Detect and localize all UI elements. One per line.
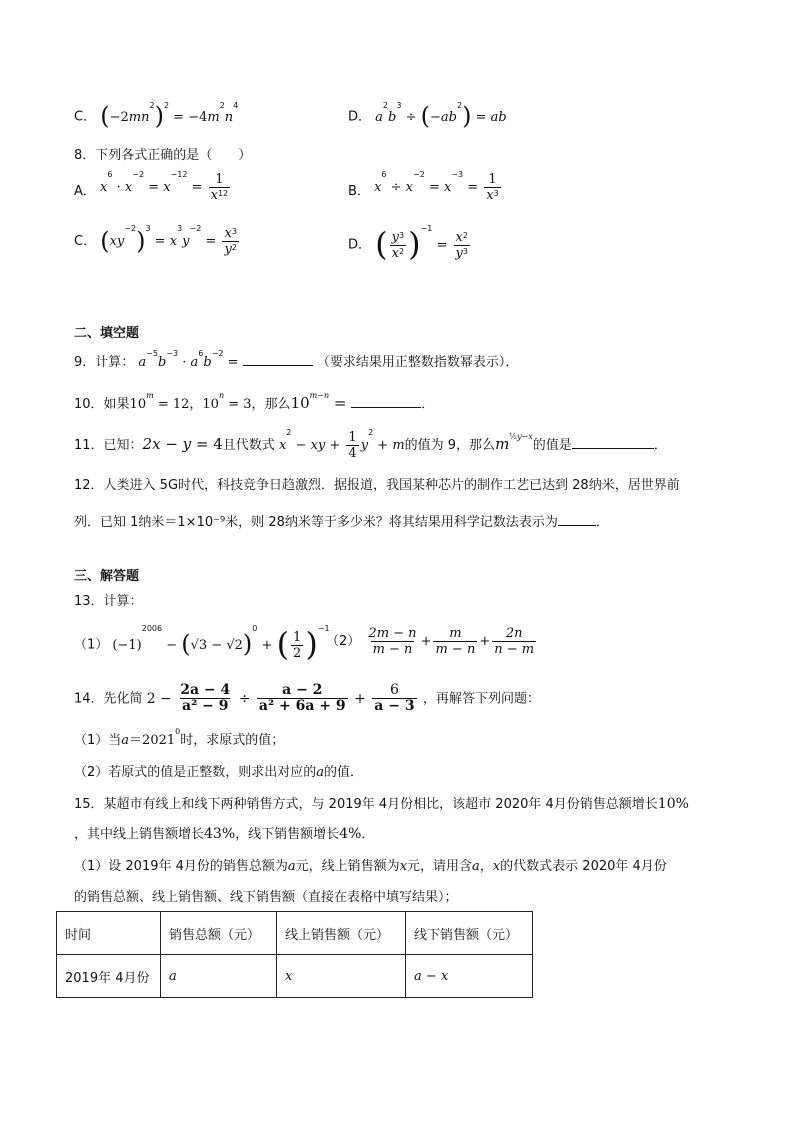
table-header-row xyxy=(57,912,533,955)
q9-prefix: 9．计算： xyxy=(74,355,135,370)
q11-end: ． xyxy=(653,438,667,453)
q15-line2 xyxy=(74,823,374,842)
q8-c-formula: $(xy^{-2})^3 = x^3y^{-2}$ = $\frac{x^3}{y^2}$ xyxy=(100,224,237,257)
q15-sub1-line1 xyxy=(74,855,667,874)
table-cell[interactable]: a − x xyxy=(406,955,533,998)
table-header-cell: 线上销售额（元） xyxy=(277,912,406,955)
q14-prefix: 14．先化简 xyxy=(74,691,143,707)
q13-part1 xyxy=(74,626,330,664)
q11-mid2: 的值为 9，那么 xyxy=(404,438,496,453)
q13-part2 xyxy=(326,626,538,657)
q10-sep: ， xyxy=(189,397,203,412)
table-header-cell: 时间 xyxy=(57,912,161,955)
q12-line2 xyxy=(74,511,609,530)
q7-option-d xyxy=(348,103,507,131)
q15-pct1: 10% xyxy=(657,796,689,812)
q15-s1-b: 元，线上销售额为 xyxy=(295,859,400,874)
q7-c-formula: $(-2mn^2)^2 = -4m^2n^4$ xyxy=(100,101,239,130)
q15-sub1-line2: 的销售总额、线上销售额、线下销售额（直接在表格中填写结果）； xyxy=(74,890,458,905)
table-cell: 2019年 4月份 xyxy=(57,955,161,998)
q9 xyxy=(74,351,518,370)
part-label: （1） xyxy=(74,637,109,653)
q11-expr: $x^2$ − xy + $\frac{1}{4}$ $y^2 + m$ xyxy=(278,428,405,461)
q9-formula: $a^{-5}b^{-3} \cdot a^6b^{-2}$ = xyxy=(138,349,243,370)
q11-power: $m^{\frac{1}{2}y-x}$ xyxy=(495,432,533,453)
option-label: B． xyxy=(348,184,370,199)
table-header-cell: 销售总额（元） xyxy=(161,912,277,955)
q8-option-a xyxy=(74,172,232,203)
q12-line1: 12．人类进入 5G时代，科技竞争日趋激烈．据报道，我国某种芯片的制作工艺已达到 28纳米，居世界前 xyxy=(74,478,680,493)
q11-suffix: 的值是 xyxy=(532,438,572,453)
q14-s1-cond: $a=2021^0$ xyxy=(121,727,181,748)
q15-s1-e: 的代数式表示 2020年 4月份 xyxy=(500,859,667,874)
q14-sub1 xyxy=(74,729,284,748)
q11-prefix: 11．已知： xyxy=(74,438,143,453)
q14-suffix: ，再解答下列问题： xyxy=(423,691,541,707)
q10-cond2: $10^n = 3$ xyxy=(202,391,252,412)
q15-end: ． xyxy=(361,827,375,842)
q12-answer-blank[interactable] xyxy=(558,525,596,526)
var-x: x xyxy=(492,859,501,874)
table-cell[interactable]: x xyxy=(277,955,406,998)
q13-2-formula: $\frac{2m - n}{m - n}$ + $\frac{m}{m - n}$ + $\frac{2n}{n - m}$ xyxy=(368,626,535,657)
q15-pct3: 4% xyxy=(339,826,362,842)
q10 xyxy=(74,393,434,412)
option-label: D． xyxy=(348,109,372,125)
section2-heading: 二、填空题 xyxy=(74,326,140,341)
q7-option-c xyxy=(74,103,238,131)
q14-sub2 xyxy=(74,761,363,780)
table-header-cell: 线下销售额（元） xyxy=(406,912,533,955)
option-label: A． xyxy=(74,184,96,199)
q10-expr: $10^{m-n}$ = xyxy=(290,391,352,412)
q13-stem: 13．计算： xyxy=(74,594,143,609)
q15-text2: ，其中线上销售额增长 xyxy=(74,827,205,842)
q15-s1-c: 元，请用含 xyxy=(407,859,473,874)
q12-text: 列．已知 1纳米＝1×10⁻⁹米，则 28纳米等于多少米？将其结果用科学记数法表示为 xyxy=(74,515,558,530)
q15-s1-d: ， xyxy=(479,859,493,874)
q15-line1 xyxy=(74,793,689,812)
sales-table xyxy=(56,911,533,998)
q12-end: ． xyxy=(595,515,609,530)
q9-suffix: （要求结果用正整数指数幂表示）． xyxy=(316,355,519,370)
part-label: （2） xyxy=(326,634,361,649)
q11-answer-blank[interactable] xyxy=(572,448,654,449)
var-a: a xyxy=(472,859,480,874)
q14-s1-suffix: 时，求原式的值； xyxy=(180,733,285,748)
q10-mid: ，那么 xyxy=(251,397,291,412)
q14 xyxy=(74,683,540,714)
q14-formula: 2 − $\frac{2a - 4}{\text{a² − 9}}$ ÷ $\frac{a - 2}{\text{a² + 6a + 9}}$ + $\frac{6}{a - 3}$ xyxy=(146,682,415,714)
option-label: C． xyxy=(74,234,97,249)
q8-option-c xyxy=(74,226,241,257)
q10-answer-blank[interactable] xyxy=(351,407,421,408)
q11-mid: 且代数式 xyxy=(222,438,275,453)
var-a: a xyxy=(316,765,325,780)
q14-s2-prefix: （2）若原式的值是正整数，则求出对应的 xyxy=(74,765,317,780)
var-x: x xyxy=(399,859,408,874)
table-cell[interactable]: a xyxy=(161,955,277,998)
q10-prefix: 10．如果 xyxy=(74,397,130,412)
option-label: C． xyxy=(74,109,97,125)
q8-option-b xyxy=(348,172,503,203)
section3-heading: 三、解答题 xyxy=(74,569,140,584)
table-row xyxy=(57,955,533,998)
q11 xyxy=(74,430,667,461)
q14-s2-suffix: 的值． xyxy=(324,765,364,780)
q8-a-formula: $x^6 \cdot x^{-2} = x^{-12}$ = $\frac{1}{x^{12}}$ xyxy=(100,170,229,203)
var-a: a xyxy=(287,859,296,874)
q7-d-formula: $a^2b^3 \div (-ab^2)$ = ab xyxy=(375,101,507,130)
q15-s1-a: （1）设 2019年 4月份的销售总额为 xyxy=(74,859,288,874)
q8-b-formula: $x^6 \div x^{-2} = x^{-3}$ = $\frac{1}{x^3}$ xyxy=(374,170,499,203)
q11-cond: 2x − y = 4 xyxy=(142,435,223,453)
q10-end: ． xyxy=(421,397,435,412)
q14-s1-prefix: （1）当 xyxy=(74,733,122,748)
q15-text: 15．某超市有线上和线下两种销售方式，与 2019年 4月份相比，该超市 2020年 4月份销售总额增长 xyxy=(74,797,658,812)
q8-stem: 8．下列各式正确的是（ ） xyxy=(74,148,252,163)
q13-1-formula: $(-1)^{2006} - (√3 - √2)^0$ + ( $\frac{1}{2}$ )$^{-1}$ xyxy=(112,624,330,663)
q15-text3: ，线下销售额增长 xyxy=(235,827,340,842)
q15-pct2: 43% xyxy=(204,826,236,842)
option-label: D． xyxy=(348,237,372,253)
q8-option-d xyxy=(348,226,472,264)
q8-d-formula: ( $\frac{y^3}{x^2}$ )$^{-1}$ = $\frac{x^2}{y^3}$ xyxy=(375,224,468,263)
q10-cond1: $10^m = 12$ xyxy=(129,391,190,412)
q9-answer-blank[interactable] xyxy=(243,365,313,366)
